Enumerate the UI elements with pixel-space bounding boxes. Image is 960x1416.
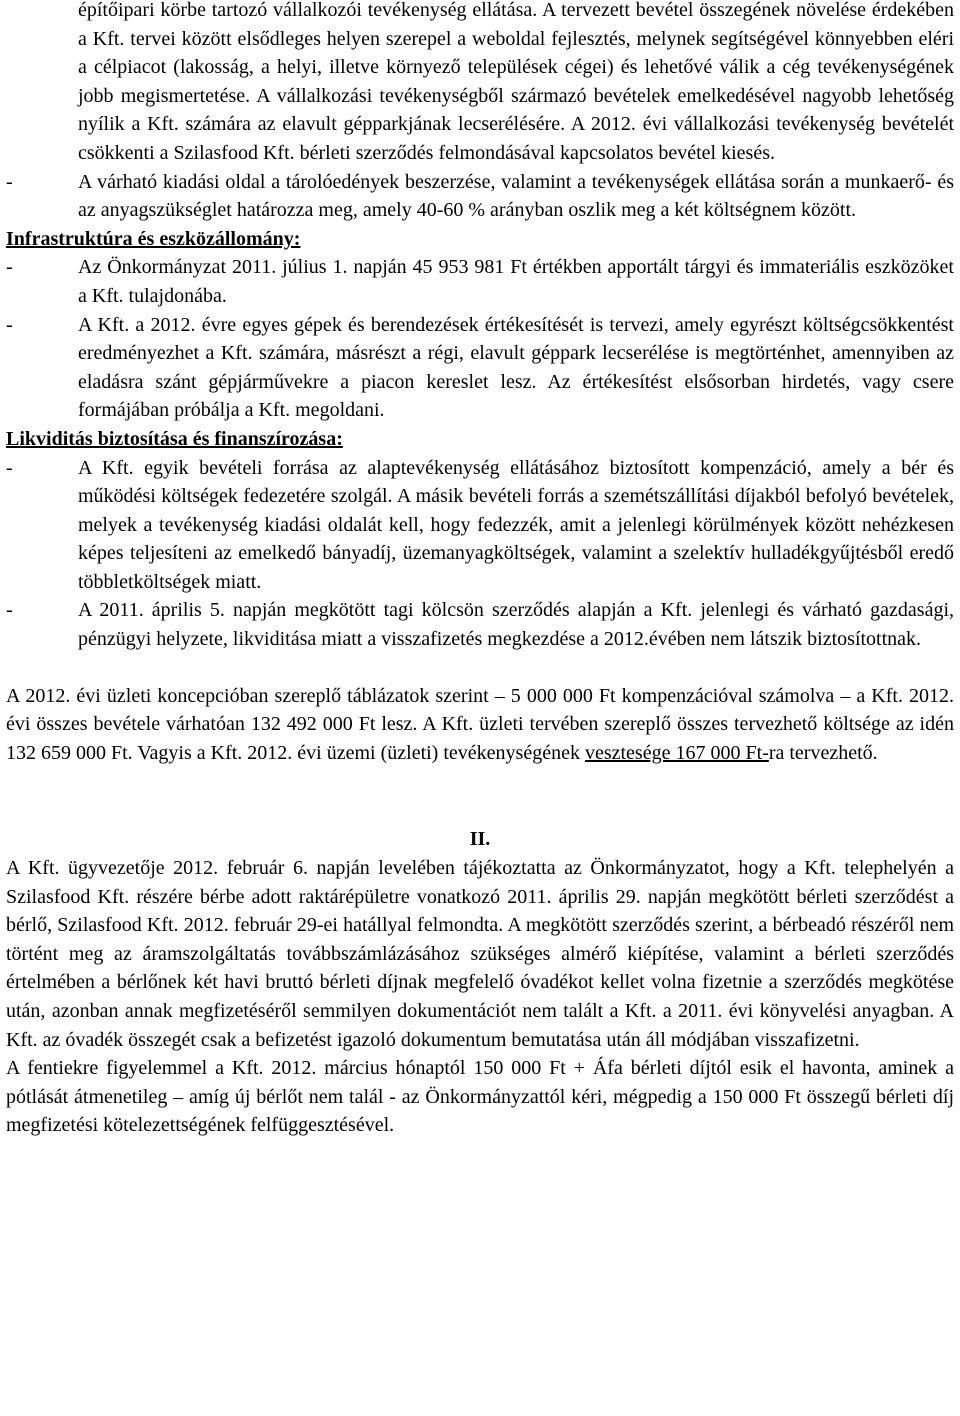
list-dash: - [6,313,13,336]
section-heading-ii: II. [469,828,491,851]
paragraph-revenue-continuation: építőipari körbe tartozó vállalkozói tevékenység ellátása. A tervezett bevétel összegének növelése érdekében a Kft. tervei között elsődleges helyen szerepel a weboldal fejlesztés, melynek segítségével könnyebben eléri a célpiacot (lakosság, a helyi, illetve környező települések cégei) és lehetővé válik a cég tevékenységének jobb megismertetése. A vállalkozási tevékenységből származó bevételek emelkedésével nagyobb lehetőség nyílik a Kft. számára az elavult gépparkjának lecserélésére. A 2012. évi vállalkozási tevékenység bevételét csökkenti a Szilasfood Kft. bérleti szerződés felmondásával kapcsolatos bevétel kiesés. [78,0,954,164]
list-item-infra-2 [6,311,954,425]
list-item-infra-1 [6,253,954,310]
list-item-text: A Kft. a 2012. évre egyes gépek és berendezések értékesítését is tervezi, amely egyrészt költségcsökkentést eredményezhet a Kft. számára, másrészt a régi, elavult géppark lecserélése is megtörténhet, amennyiben az eladásra szánt gépjárművekre a piacon kereslet lesz. Az értékesítést elsősorban hirdetés, vagy csere formájában próbálja a Kft. megoldani. [78,313,954,422]
summary-text-end: ra tervezhető. [768,741,878,764]
list-dash: - [6,599,13,622]
paragraph-lease-termination: A Kft. ügyvezetője 2012. február 6. napján levelében tájékoztatta az Önkormányzatot, hogy a Kft. telephelyén a Szilasfood Kft. részére bérbe adott raktárépületre vonatkozó 2011. április 29. napján megkötött bérleti szerződést a bérlő, Szilasfood Kft. 2012. február 29-ei hatállyal felmondta. A megkötött szerződés szerint, a bérbeadó részéről nem történt meg az áramszolgáltatás továbbszámlázásához szükséges almérő kiépítése, valamint a bérleti szerződés értelmében a bérlőnek két havi bruttó bérleti díjnak megfelelő óvadékot kellet volna fizetnie a szerződés megkötése után, azonban annak megfizetéséről semmilyen dokumentációt nem talált a Kft. a 2011. évi könyvelési anyagban. A Kft. az óvadék összegét csak a befizetést igazoló dokumentum bemutatása után áll módjában visszafizetni. [6,857,954,1051]
list-item-text: A 2011. április 5. napján megkötött tagi kölcsön szerződés alapján a Kft. jelenlegi és várható gazdasági, pénzügyi helyzete, likviditása miatt a visszafizetés megkezdése a 2012.évében nem látszik biztosítottnak. [78,599,954,651]
list-item-expenses [6,168,954,225]
list-dash: - [6,456,13,479]
spacer [6,654,954,682]
list-item-text: Az Önkormányzat 2011. július 1. napján 45 953 981 Ft értékben apportált tárgyi és immateriális eszközöket a Kft. tulajdonába. [78,256,954,307]
list-item-liquidity-1 [6,454,954,597]
heading-liquidity: Likviditás biztosítása és finanszírozása: [6,427,343,450]
summary-text: A 2012. évi üzleti koncepcióban szereplő táblázatok szerint – 5 000 000 Ft kompenzációval számolva – a Kft. 2012. évi összes bevétele várhatóan 132 492 000 Ft lesz. A Kft. üzleti tervében szereplő összes tervezhető költsége az idén 132 659 000 Ft. Vagyis a Kft. 2012. évi üzemi (üzleti) tevékenységének [6,684,954,764]
list-dash: - [6,256,13,279]
paragraph-summary [6,682,954,768]
paragraph-request: A fentiekre figyelemmel a Kft. 2012. március hónaptól 150 000 Ft + Áfa bérleti díjtól esik el havonta, aminek a pótlását átmenetileg – amíg új bérlőt nem talál - az Önkormányzattól kéri, mégpedig a 150 000 Ft összegű bérleti díj megfizetési kötelezettségének felfüggesztésével. [6,1057,954,1137]
summary-loss-underlined: vesztesége 167 000 Ft- [584,741,769,764]
list-item-text: A Kft. egyik bevételi forrása az alaptevékenység ellátásához biztosított kompenzáció, amely a bér és működési költségek fedezetére szolgál. A másik bevételi forrás a szemétszállítási díjakból befolyó bevételek, melyek a tevékenység kiadási oldalát kell, hogy fedezzék, amit a jelenlegi körülmények között nehézkesen képes teljesíteni az emelkedő bányadíj, üzemanyagköltségek, valamint a szelektív hulladékgyűjtésből eredő többletköltségek miatt. [78,456,954,593]
list-dash: - [6,170,13,193]
list-item-liquidity-2 [6,596,954,653]
list-item-text: A várható kiadási oldal a tárolóedények beszerzése, valamint a tevékenységek ellátása során a munkaerő- és az anyagszükséglet határozza meg, amely 40-60 % arányban oszlik meg a két költségnem között. [78,170,954,222]
spacer [6,767,954,825]
heading-infrastructure: Infrastruktúra és eszközállomány: [6,227,301,250]
